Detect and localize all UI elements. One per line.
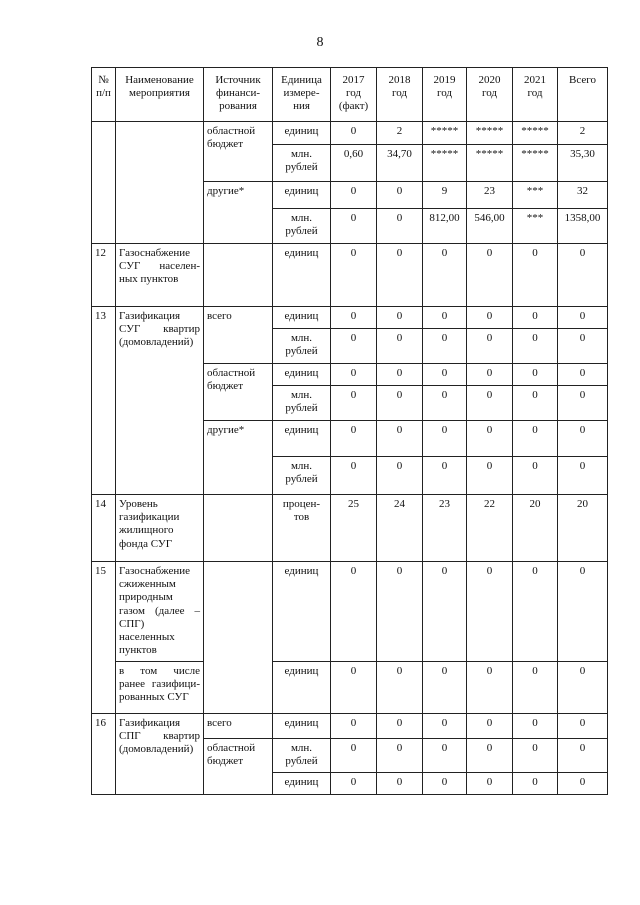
table-cell: 32: [558, 182, 608, 209]
table-cell: 23: [467, 182, 513, 209]
header-cell: 2021 год: [513, 68, 558, 122]
table-cell: всего: [204, 307, 273, 364]
table-row: [92, 662, 608, 714]
table-cell: млн. рублей: [273, 145, 331, 182]
table-row: [92, 562, 608, 662]
table-cell: [204, 244, 273, 307]
table-cell: 0: [377, 421, 423, 457]
table-cell: 0: [558, 364, 608, 386]
table-cell: единиц: [273, 307, 331, 329]
header-cell: 2019 год: [423, 68, 467, 122]
table-cell: единиц: [273, 244, 331, 307]
table-cell: [204, 562, 273, 714]
table-cell: в том числе ранее газифици-рованных СУГ: [116, 662, 204, 714]
table-cell: [204, 495, 273, 562]
table-cell: 0: [558, 562, 608, 662]
table-cell: 14: [92, 495, 116, 562]
table-row: [92, 714, 608, 739]
table-body: [92, 122, 608, 795]
table-cell: 0: [513, 307, 558, 329]
table-cell: [116, 122, 204, 244]
table-cell: ***: [513, 209, 558, 244]
table-cell: [92, 122, 116, 244]
table-cell: *****: [513, 145, 558, 182]
table-cell: 20: [558, 495, 608, 562]
table-cell: 0: [331, 307, 377, 329]
table-cell: 0: [558, 421, 608, 457]
table-cell: 0: [558, 457, 608, 495]
table-cell: 0: [331, 244, 377, 307]
table-cell: 0: [423, 773, 467, 795]
table-cell: всего: [204, 714, 273, 739]
table-cell: 0: [467, 329, 513, 364]
table-cell: 0: [467, 386, 513, 421]
table-cell: 0: [467, 307, 513, 329]
table-cell: 0: [467, 457, 513, 495]
table-cell: 0: [423, 457, 467, 495]
table-cell: 0: [423, 386, 467, 421]
table-cell: 546,00: [467, 209, 513, 244]
table-cell: 0: [331, 122, 377, 145]
table-cell: 0: [467, 244, 513, 307]
table-cell: 0: [513, 739, 558, 773]
page-number: 8: [316, 35, 324, 50]
table-cell: 0: [558, 662, 608, 714]
table-cell: 35,30: [558, 145, 608, 182]
table-cell: 0: [423, 307, 467, 329]
table-cell: 0: [467, 739, 513, 773]
table-cell: 0: [377, 209, 423, 244]
table-cell: 0: [423, 714, 467, 739]
table-cell: 0: [467, 364, 513, 386]
table-cell: 0: [331, 457, 377, 495]
table-cell: 13: [92, 307, 116, 495]
table-cell: 0: [558, 739, 608, 773]
table-cell: 0: [513, 457, 558, 495]
table-cell: 0: [513, 364, 558, 386]
table-cell: 0: [467, 773, 513, 795]
table-cell: 0: [377, 662, 423, 714]
table-cell: 0: [513, 329, 558, 364]
table-cell: 0: [558, 329, 608, 364]
table-cell: 12: [92, 244, 116, 307]
table-cell: 0: [331, 329, 377, 364]
header-cell: Единица измере-ния: [273, 68, 331, 122]
table-cell: 0: [377, 562, 423, 662]
table-cell: 2: [377, 122, 423, 145]
table-cell: 0: [331, 182, 377, 209]
table-cell: 0: [331, 662, 377, 714]
table-cell: 0: [423, 662, 467, 714]
table-cell: 0: [558, 773, 608, 795]
table-cell: единиц: [273, 714, 331, 739]
table-cell: 0: [513, 386, 558, 421]
table-cell: 0: [331, 386, 377, 421]
table-cell: Газификация СУГ квартир (домовладений): [116, 307, 204, 495]
header-cell: Наименование мероприятия: [116, 68, 204, 122]
table-cell: 24: [377, 495, 423, 562]
table-cell: 0: [377, 364, 423, 386]
table-cell: 0: [558, 386, 608, 421]
table-cell: единиц: [273, 773, 331, 795]
table-cell: 0: [423, 562, 467, 662]
table-cell: *****: [467, 122, 513, 145]
header-cell: 2017 год (факт): [331, 68, 377, 122]
table-cell: 0: [377, 739, 423, 773]
table-cell: 16: [92, 714, 116, 795]
table-cell: Газоснабжение СУГ населен-ных пунктов: [116, 244, 204, 307]
table-cell: единиц: [273, 421, 331, 457]
table-cell: 1358,00: [558, 209, 608, 244]
table-cell: 0: [377, 244, 423, 307]
table-cell: областной бюджет: [204, 364, 273, 421]
table-row: [92, 307, 608, 329]
table-cell: единиц: [273, 122, 331, 145]
table-cell: 0,60: [331, 145, 377, 182]
table-cell: 0: [331, 739, 377, 773]
table-header-row: [92, 68, 608, 122]
table-cell: 0: [513, 244, 558, 307]
table-cell: другие*: [204, 421, 273, 495]
table-cell: 0: [513, 421, 558, 457]
table-cell: 0: [377, 386, 423, 421]
table-cell: 0: [423, 421, 467, 457]
table-cell: единиц: [273, 562, 331, 662]
table-cell: единиц: [273, 364, 331, 386]
table-cell: ***: [513, 182, 558, 209]
table-cell: 0: [377, 773, 423, 795]
table-cell: 0: [331, 364, 377, 386]
table-cell: 0: [423, 329, 467, 364]
table-cell: Газификация СПГ квартир (домовладений): [116, 714, 204, 795]
table-cell: 2: [558, 122, 608, 145]
table-cell: 23: [423, 495, 467, 562]
table-row: [92, 122, 608, 145]
table-cell: областной бюджет: [204, 739, 273, 795]
table-cell: 0: [377, 457, 423, 495]
table-cell: 0: [423, 739, 467, 773]
table-cell: 0: [558, 714, 608, 739]
table-cell: 0: [331, 714, 377, 739]
table-cell: 15: [92, 562, 116, 714]
table-cell: 22: [467, 495, 513, 562]
header-cell: 2020 год: [467, 68, 513, 122]
table-cell: областной бюджет: [204, 122, 273, 182]
table-cell: 0: [467, 421, 513, 457]
table-cell: 0: [513, 562, 558, 662]
table-cell: 0: [377, 329, 423, 364]
table-cell: 0: [513, 714, 558, 739]
table-cell: *****: [513, 122, 558, 145]
table-cell: 0: [377, 307, 423, 329]
table-cell: 25: [331, 495, 377, 562]
table-cell: 0: [331, 209, 377, 244]
table-cell: Уровень газификации жилищного фонда СУГ: [116, 495, 204, 562]
table-cell: Газоснабжение сжиженным природным газом (далее – СПГ) населенных пунктов: [116, 562, 204, 662]
table-cell: 0: [423, 364, 467, 386]
table-cell: млн. рублей: [273, 329, 331, 364]
table-cell: 0: [513, 773, 558, 795]
table-cell: 0: [331, 421, 377, 457]
table-cell: единиц: [273, 182, 331, 209]
table-cell: процен-тов: [273, 495, 331, 562]
table-cell: 0: [513, 662, 558, 714]
table-cell: 9: [423, 182, 467, 209]
table-row: [92, 244, 608, 307]
table-cell: 0: [377, 182, 423, 209]
header-cell: Источник финанси-рования: [204, 68, 273, 122]
table-cell: млн. рублей: [273, 386, 331, 421]
table-cell: *****: [423, 145, 467, 182]
table-cell: 0: [331, 562, 377, 662]
table-cell: единиц: [273, 662, 331, 714]
table-cell: 812,00: [423, 209, 467, 244]
table-cell: 0: [467, 714, 513, 739]
table-cell: 0: [467, 562, 513, 662]
table-cell: 34,70: [377, 145, 423, 182]
header-cell: 2018 год: [377, 68, 423, 122]
header-cell: Всего: [558, 68, 608, 122]
table-cell: 0: [331, 773, 377, 795]
table-cell: 0: [558, 244, 608, 307]
table-cell: млн. рублей: [273, 209, 331, 244]
table-cell: *****: [467, 145, 513, 182]
table-cell: другие*: [204, 182, 273, 244]
table-cell: 0: [558, 307, 608, 329]
table-cell: млн. рублей: [273, 457, 331, 495]
table-row: [92, 495, 608, 562]
program-indicators-table: [91, 67, 608, 795]
table-cell: 0: [377, 714, 423, 739]
table-cell: млн. рублей: [273, 739, 331, 773]
table-cell: *****: [423, 122, 467, 145]
table-cell: 20: [513, 495, 558, 562]
header-cell: № п/п: [92, 68, 116, 122]
table-cell: 0: [467, 662, 513, 714]
table-cell: 0: [423, 244, 467, 307]
